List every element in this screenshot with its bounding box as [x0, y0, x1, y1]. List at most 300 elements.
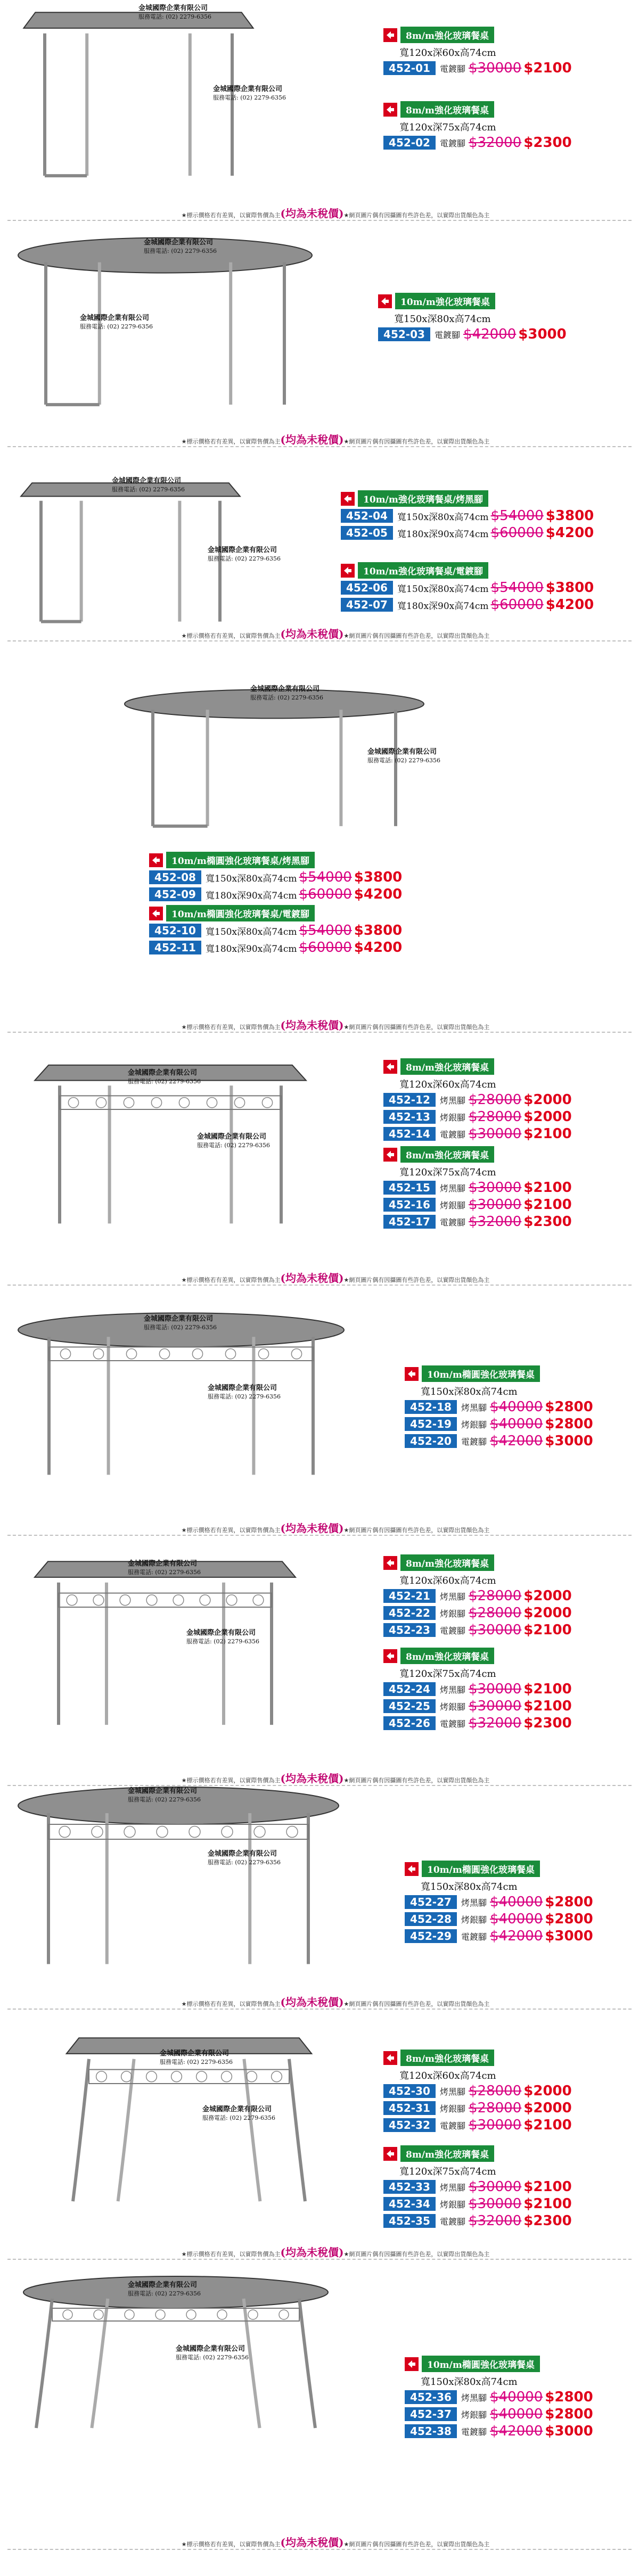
sale-price: $3800: [354, 923, 403, 939]
product-code: 452-17: [383, 1215, 436, 1229]
price-row: [405, 1894, 593, 1910]
notice-prefix: ★標示價格若有差異，以實際售價為主: [181, 2251, 281, 2258]
price-row: [341, 597, 594, 613]
leg-finish: 烤黑腳: [440, 2086, 466, 2097]
notice-tax: (均為未稅價): [280, 1522, 344, 1535]
leg-finish: 烤黑腳: [461, 1402, 487, 1413]
product-code: 452-18: [405, 1400, 457, 1414]
product-code: 452-07: [341, 598, 393, 612]
notice-tax: (均為未稅價): [280, 1772, 344, 1785]
company-name: 金城國際企業有限公司: [176, 2345, 245, 2353]
company-name: 金城國際企業有限公司: [144, 1315, 214, 1323]
table-image: [16, 234, 314, 410]
product-title: 10m/m強化玻璃餐桌/電鍍腳: [358, 562, 488, 579]
scroll-ornament: [126, 1349, 136, 1359]
spec-block: [378, 293, 567, 343]
price-row: [405, 1928, 593, 1944]
sale-price: $2100: [523, 1622, 572, 1638]
price-row: [383, 1109, 572, 1125]
scroll-ornament: [151, 1098, 161, 1108]
company-watermark: [144, 1315, 217, 1331]
price-row: [378, 326, 567, 342]
price-row: [383, 135, 572, 151]
arrow-icon: [383, 1060, 397, 1074]
company-phone: 服務電話: (02) 2279-6356: [186, 1637, 259, 1645]
scroll-ornament: [279, 2310, 289, 2319]
product-section: [0, 2249, 639, 2494]
company-name: 金城國際企業有限公司: [160, 2050, 230, 2057]
leg-finish: 烤銀腳: [440, 1112, 466, 1123]
scroll-ornament: [159, 1349, 169, 1359]
notice-prefix: ★標示價格若有差異，以實際售價為主: [181, 1777, 281, 1784]
product-tag: [405, 2356, 593, 2372]
company-name: 金城國際企業有限公司: [128, 1787, 198, 1795]
product-code: 452-16: [383, 1198, 436, 1212]
product-code: 452-02: [383, 136, 436, 150]
sale-price: $2000: [523, 1605, 572, 1621]
decorative-frame: [49, 1347, 313, 1361]
sale-price: $2000: [523, 1092, 572, 1108]
row-dimensions: 寬180x深90x高74cm: [397, 529, 489, 540]
product-code: 452-03: [378, 327, 430, 341]
company-name: 金城國際企業有限公司: [128, 1560, 198, 1568]
company-phone: 服務電話: (02) 2279-6356: [128, 1796, 201, 1803]
leg-finish: 烤黑腳: [440, 1095, 466, 1106]
company-watermark: [128, 2281, 201, 2298]
sale-price: $2100: [523, 2117, 572, 2133]
product-section: [0, 213, 639, 431]
leg-finish: 烤黑腳: [440, 1591, 466, 1602]
table-leg: [299, 2299, 315, 2428]
company-watermark: [208, 546, 281, 563]
sale-price: $2000: [523, 1109, 572, 1125]
company-watermark: [208, 1850, 281, 1866]
product-tag: [341, 490, 594, 507]
original-price: $30000: [469, 60, 522, 76]
notice-suffix: ★網頁圖片偶有因攝圖有些許色差，以實際出貨顏色為主: [343, 1527, 490, 1534]
price-row: [383, 1092, 572, 1108]
company-phone: 服務電話: (02) 2279-6356: [138, 13, 211, 20]
original-price: $28000: [469, 2083, 522, 2099]
company-phone: 服務電話: (02) 2279-6356: [160, 2058, 233, 2065]
product-section: [0, 1026, 639, 1271]
company-name: 金城國際企業有限公司: [202, 2105, 272, 2113]
scroll-ornament: [157, 1826, 168, 1838]
leg-finish: 電鍍腳: [461, 1931, 487, 1942]
product-code: 452-34: [383, 2197, 436, 2211]
company-watermark: [176, 2345, 249, 2361]
arrow-icon: [383, 28, 397, 42]
sale-price: $2800: [545, 1416, 593, 1432]
product-tag: [383, 1554, 572, 1571]
scroll-ornament: [247, 2071, 257, 2082]
company-watermark: [213, 85, 286, 102]
scroll-ornament: [179, 1098, 189, 1108]
product-dimensions: 寬150x深80x高74cm: [421, 1881, 518, 1892]
company-phone: 服務電話: (02) 2279-6356: [250, 694, 323, 701]
product-code: 452-20: [405, 1434, 457, 1448]
company-phone: 服務電話: (02) 2279-6356: [144, 247, 217, 254]
company-phone: 服務電話: (02) 2279-6356: [202, 2114, 275, 2121]
decorative-frame: [59, 1593, 272, 1607]
table-leg: [244, 2299, 260, 2428]
table-illustration: [16, 234, 314, 412]
sale-price: $2100: [523, 2179, 572, 2195]
product-dimensions: 寬150x深80x高74cm: [394, 314, 491, 325]
original-price: $54000: [299, 869, 352, 885]
scroll-ornament: [192, 1349, 202, 1359]
original-price: $40000: [490, 1911, 543, 1927]
leg-finish: 烤銀腳: [461, 1419, 487, 1430]
product-section: [0, 1278, 639, 1522]
sale-price: $2000: [523, 2100, 572, 2116]
scroll-ornament: [254, 1826, 265, 1838]
company-watermark: [80, 314, 153, 331]
product-title: 10m/m橢圓強化玻璃餐桌: [422, 1365, 540, 1382]
original-price: $30000: [469, 1197, 522, 1213]
sale-price: $2100: [523, 2196, 572, 2212]
row-dimensions: 寬150x深80x高74cm: [397, 512, 489, 523]
sale-price: $2800: [545, 1894, 593, 1910]
notice-tax: (均為未稅價): [280, 628, 344, 640]
product-tag: [149, 905, 402, 921]
product-code: 452-38: [405, 2424, 457, 2438]
arrow-icon: [383, 103, 397, 117]
notice-tax: (均為未稅價): [280, 2246, 344, 2259]
price-row: [383, 2083, 572, 2099]
price-row: [383, 1715, 572, 1731]
original-price: $40000: [490, 1894, 543, 1910]
sale-price: $2800: [545, 1399, 593, 1415]
leg-finish: 烤黑腳: [461, 2392, 487, 2403]
product-section: [0, 440, 639, 653]
product-tag: [383, 1648, 572, 1664]
scroll-ornament: [121, 2071, 132, 2082]
original-price: $32000: [469, 1715, 522, 1731]
arrow-icon: [149, 853, 163, 867]
product-title: 10m/m強化玻璃餐桌/烤黑腳: [358, 490, 488, 507]
original-price: $28000: [469, 2100, 522, 2116]
leg-finish: 電鍍腳: [461, 1436, 487, 1447]
company-watermark: [112, 477, 185, 493]
product-dimensions: 寬120x深75x高74cm: [399, 122, 496, 133]
notice-suffix: ★網頁圖片偶有因攝圖有些許色差，以實際出貨顏色為主: [343, 438, 490, 445]
scroll-ornament: [63, 2310, 72, 2319]
company-watermark: [186, 1629, 259, 1645]
price-row: [341, 525, 594, 541]
notice-tax: (均為未稅價): [280, 1019, 344, 1032]
scroll-ornament: [60, 1349, 70, 1359]
leg-finish: 電鍍腳: [435, 330, 461, 340]
original-price: $40000: [490, 2406, 543, 2422]
price-row: [383, 1180, 572, 1196]
company-phone: 服務電話: (02) 2279-6356: [208, 1858, 281, 1866]
company-phone: 服務電話: (02) 2279-6356: [176, 2353, 249, 2361]
scroll-ornament: [222, 1826, 233, 1838]
sale-price: $2100: [523, 1681, 572, 1697]
price-notice: [96, 626, 575, 641]
original-price: $40000: [490, 1399, 543, 1415]
company-phone: 服務電話: (02) 2279-6356: [197, 1141, 270, 1149]
product-code: 452-23: [383, 1623, 436, 1637]
scroll-ornament: [94, 2310, 103, 2319]
scroll-ornament: [222, 2071, 232, 2082]
product-dimensions: 寬120x深75x高74cm: [399, 1668, 496, 1680]
table-illustration: [16, 1783, 341, 1972]
product-code: 452-14: [383, 1127, 436, 1141]
original-price: $54000: [299, 923, 352, 939]
spec-block: [149, 852, 402, 903]
scroll-ornament: [93, 1349, 103, 1359]
product-code: 452-13: [383, 1110, 436, 1124]
product-code: 452-36: [405, 2390, 457, 2404]
product-code: 452-24: [383, 1682, 436, 1696]
product-tag: [383, 27, 572, 43]
leg-finish: 電鍍腳: [440, 2120, 466, 2131]
leg-finish: 電鍍腳: [440, 1625, 466, 1636]
sale-price: $2300: [523, 1214, 572, 1230]
product-title: 8m/m強化玻璃餐桌: [400, 27, 494, 43]
leg-finish: 烤銀腳: [440, 2199, 466, 2210]
product-dimensions: 寬120x深60x高74cm: [399, 2070, 496, 2081]
company-phone: 服務電話: (02) 2279-6356: [80, 323, 153, 330]
company-watermark: [202, 2105, 275, 2122]
leg-finish: 烤銀腳: [461, 1914, 487, 1925]
spec-block: [405, 1365, 593, 1450]
sale-price: $2300: [523, 1715, 572, 1731]
notice-tax: (均為未稅價): [280, 433, 344, 446]
price-row: [383, 1214, 572, 1230]
notice-tax: (均為未稅價): [280, 1272, 344, 1285]
sale-price: $2100: [523, 1126, 572, 1142]
scroll-ornament: [68, 1098, 78, 1108]
product-dimensions: 寬120x深75x高74cm: [399, 2166, 496, 2177]
scroll-ornament: [59, 1826, 70, 1838]
arrow-icon: [405, 2357, 419, 2371]
table-leg: [118, 2059, 134, 2201]
price-row: [383, 2117, 572, 2133]
company-phone: 服務電話: (02) 2279-6356: [128, 1568, 201, 1576]
original-price: $60000: [299, 940, 352, 956]
scroll-ornament: [258, 1349, 268, 1359]
company-phone: 服務電話: (02) 2279-6356: [213, 94, 286, 101]
company-name: 金城國際企業有限公司: [208, 1384, 277, 1392]
product-tag: [378, 293, 567, 309]
company-phone: 服務電話: (02) 2279-6356: [208, 1393, 281, 1400]
scroll-ornament: [171, 2071, 182, 2082]
company-name: 金城國際企業有限公司: [213, 85, 283, 93]
price-row: [383, 1197, 572, 1213]
notice-prefix: ★標示價格若有差異，以實際售價為主: [181, 1277, 281, 1283]
scroll-ornament: [92, 1826, 103, 1838]
original-price: $30000: [469, 1126, 522, 1142]
arrow-icon: [341, 564, 355, 578]
price-row: [405, 2406, 593, 2422]
notice-tax: (均為未稅價): [280, 1996, 344, 2009]
leg-finish: 烤黑腳: [440, 2182, 466, 2193]
company-watermark: [208, 1384, 281, 1401]
original-price: $60000: [299, 886, 352, 902]
company-watermark: [128, 1069, 201, 1085]
original-price: $30000: [469, 2117, 522, 2133]
notice-suffix: ★網頁圖片偶有因攝圖有些許色差，以實際出貨顏色為主: [343, 1777, 490, 1784]
original-price: $54000: [490, 508, 544, 524]
price-row: [405, 2423, 593, 2439]
scroll-ornament: [272, 2071, 282, 2082]
scroll-ornament: [225, 1349, 235, 1359]
original-price: $42000: [490, 1433, 543, 1449]
product-title: 10m/m橢圓強化玻璃餐桌: [422, 1861, 540, 1877]
notice-prefix: ★標示價格若有差異，以實際售價為主: [181, 2001, 281, 2007]
price-row: [383, 1588, 572, 1604]
price-row: [405, 1399, 593, 1415]
spec-block: [149, 905, 402, 957]
original-price: $54000: [490, 580, 544, 596]
decorative-frame: [48, 1824, 308, 1839]
product-code: 452-27: [405, 1895, 457, 1909]
decorative-frame: [60, 1096, 281, 1109]
product-title: 8m/m強化玻璃餐桌: [400, 1058, 494, 1075]
original-price: $42000: [490, 1928, 543, 1944]
sale-price: $2100: [523, 1698, 572, 1714]
spec-block: [341, 490, 594, 542]
product-title: 10m/m橢圓強化玻璃餐桌: [422, 2356, 540, 2372]
product-tag: [383, 2145, 572, 2162]
company-name: 金城國際企業有限公司: [138, 4, 208, 12]
scroll-ornament: [262, 1098, 272, 1108]
spec-block: [383, 1554, 572, 1639]
product-title: 8m/m強化玻璃餐桌: [400, 101, 494, 118]
scroll-ornament: [291, 1349, 301, 1359]
spec-block: [405, 2356, 593, 2440]
scroll-ornament: [189, 1826, 200, 1838]
original-price: $60000: [490, 597, 544, 613]
notice-suffix: ★網頁圖片偶有因攝圖有些許色差，以實際出貨顏色為主: [343, 2001, 490, 2007]
product-code: 452-09: [149, 887, 201, 901]
scroll-ornament: [186, 2310, 196, 2319]
arrow-icon: [378, 294, 392, 308]
sale-price: $2800: [545, 2406, 593, 2422]
scroll-ornament: [67, 1595, 77, 1606]
company-watermark: [144, 238, 217, 255]
notice-suffix: ★網頁圖片偶有因攝圖有些許色差，以實際出貨顏色為主: [343, 212, 490, 219]
price-notice: [96, 2534, 575, 2549]
original-price: $32000: [469, 1214, 522, 1230]
product-code: 452-10: [149, 924, 201, 937]
price-row: [383, 2213, 572, 2229]
sale-price: $2100: [523, 60, 572, 76]
original-price: $28000: [469, 1588, 522, 1604]
original-price: $30000: [469, 1622, 522, 1638]
product-section: [0, 1999, 639, 2244]
original-price: $42000: [463, 326, 517, 342]
leg-finish: 烤銀腳: [440, 1200, 466, 1211]
company-phone: 服務電話: (02) 2279-6356: [367, 756, 440, 764]
company-name: 金城國際企業有限公司: [208, 546, 277, 554]
company-name: 金城國際企業有限公司: [186, 1629, 256, 1637]
original-price: $28000: [469, 1605, 522, 1621]
arrow-icon: [383, 1649, 397, 1663]
company-phone: 服務電話: (02) 2279-6356: [128, 1077, 201, 1085]
scroll-ornament: [93, 1595, 104, 1606]
price-row: [383, 1698, 572, 1714]
notice-suffix: ★網頁圖片偶有因攝圖有些許色差，以實際出貨顏色為主: [343, 632, 490, 639]
sale-price: $2300: [523, 135, 572, 151]
product-title: 10m/m橢圓強化玻璃餐桌/電鍍腳: [166, 905, 315, 921]
price-row: [405, 1433, 593, 1449]
notice-suffix: ★網頁圖片偶有因攝圖有些許色差，以實際出貨顏色為主: [343, 2541, 490, 2548]
spec-block: [383, 1146, 572, 1231]
company-watermark: [197, 1133, 270, 1149]
product-code: 452-29: [405, 1929, 457, 1943]
price-row: [341, 580, 594, 596]
company-name: 金城國際企業有限公司: [112, 477, 182, 485]
product-code: 452-37: [405, 2407, 457, 2421]
scroll-ornament: [146, 2071, 157, 2082]
leg-finish: 烤黑腳: [440, 1183, 466, 1194]
product-code: 452-22: [383, 1606, 436, 1620]
arrow-icon: [383, 2147, 397, 2161]
section-divider: [7, 2549, 632, 2550]
sale-price: $2100: [523, 1197, 572, 1213]
sale-price: $3800: [545, 580, 594, 596]
price-row: [383, 2179, 572, 2195]
company-name: 金城國際企業有限公司: [250, 685, 320, 693]
product-section: [0, 1528, 639, 1767]
price-row: [149, 886, 402, 902]
row-dimensions: 寬180x深90x高74cm: [206, 890, 297, 901]
price-row: [383, 60, 572, 76]
notice-prefix: ★標示價格若有差異，以實際售價為主: [181, 1024, 281, 1031]
product-code: 452-28: [405, 1912, 457, 1926]
original-price: $30000: [469, 1681, 522, 1697]
table-leg: [73, 2059, 89, 2201]
product-title: 8m/m強化玻璃餐桌: [400, 2050, 494, 2066]
sale-price: $2300: [523, 2213, 572, 2229]
scroll-ornament: [146, 1595, 157, 1606]
leg-finish: 電鍍腳: [440, 138, 466, 149]
product-tag: [383, 101, 572, 118]
price-row: [383, 2196, 572, 2212]
table-illustration: [16, 1310, 346, 1482]
decorative-frame: [89, 2070, 289, 2084]
spec-block: [341, 562, 594, 614]
price-row: [383, 1126, 572, 1142]
company-phone: 服務電話: (02) 2279-6356: [208, 555, 281, 562]
notice-tax: (均為未稅價): [280, 207, 344, 220]
spec-block: [383, 2145, 572, 2230]
leg-finish: 烤銀腳: [440, 2103, 466, 2114]
company-watermark: [160, 2050, 233, 2066]
sale-price: $2000: [523, 1588, 572, 1604]
original-price: $60000: [490, 525, 544, 541]
product-code: 452-05: [341, 526, 393, 540]
spec-block: [383, 27, 572, 77]
sale-price: $3000: [518, 326, 567, 342]
notice-suffix: ★網頁圖片偶有因攝圖有些許色差，以實際出貨顏色為主: [343, 1024, 490, 1031]
price-row: [383, 1605, 572, 1621]
leg-finish: 烤黑腳: [440, 1684, 466, 1695]
company-phone: 服務電話: (02) 2279-6356: [144, 1323, 217, 1331]
notice-prefix: ★標示價格若有差異，以實際售價為主: [181, 632, 281, 639]
price-row: [405, 1911, 593, 1927]
price-row: [383, 1622, 572, 1638]
product-dimensions: 寬120x深75x高74cm: [399, 1167, 496, 1178]
leg-finish: 烤黑腳: [461, 1897, 487, 1908]
original-price: $32000: [469, 135, 522, 151]
arrow-icon: [341, 492, 355, 506]
price-row: [383, 2100, 572, 2116]
